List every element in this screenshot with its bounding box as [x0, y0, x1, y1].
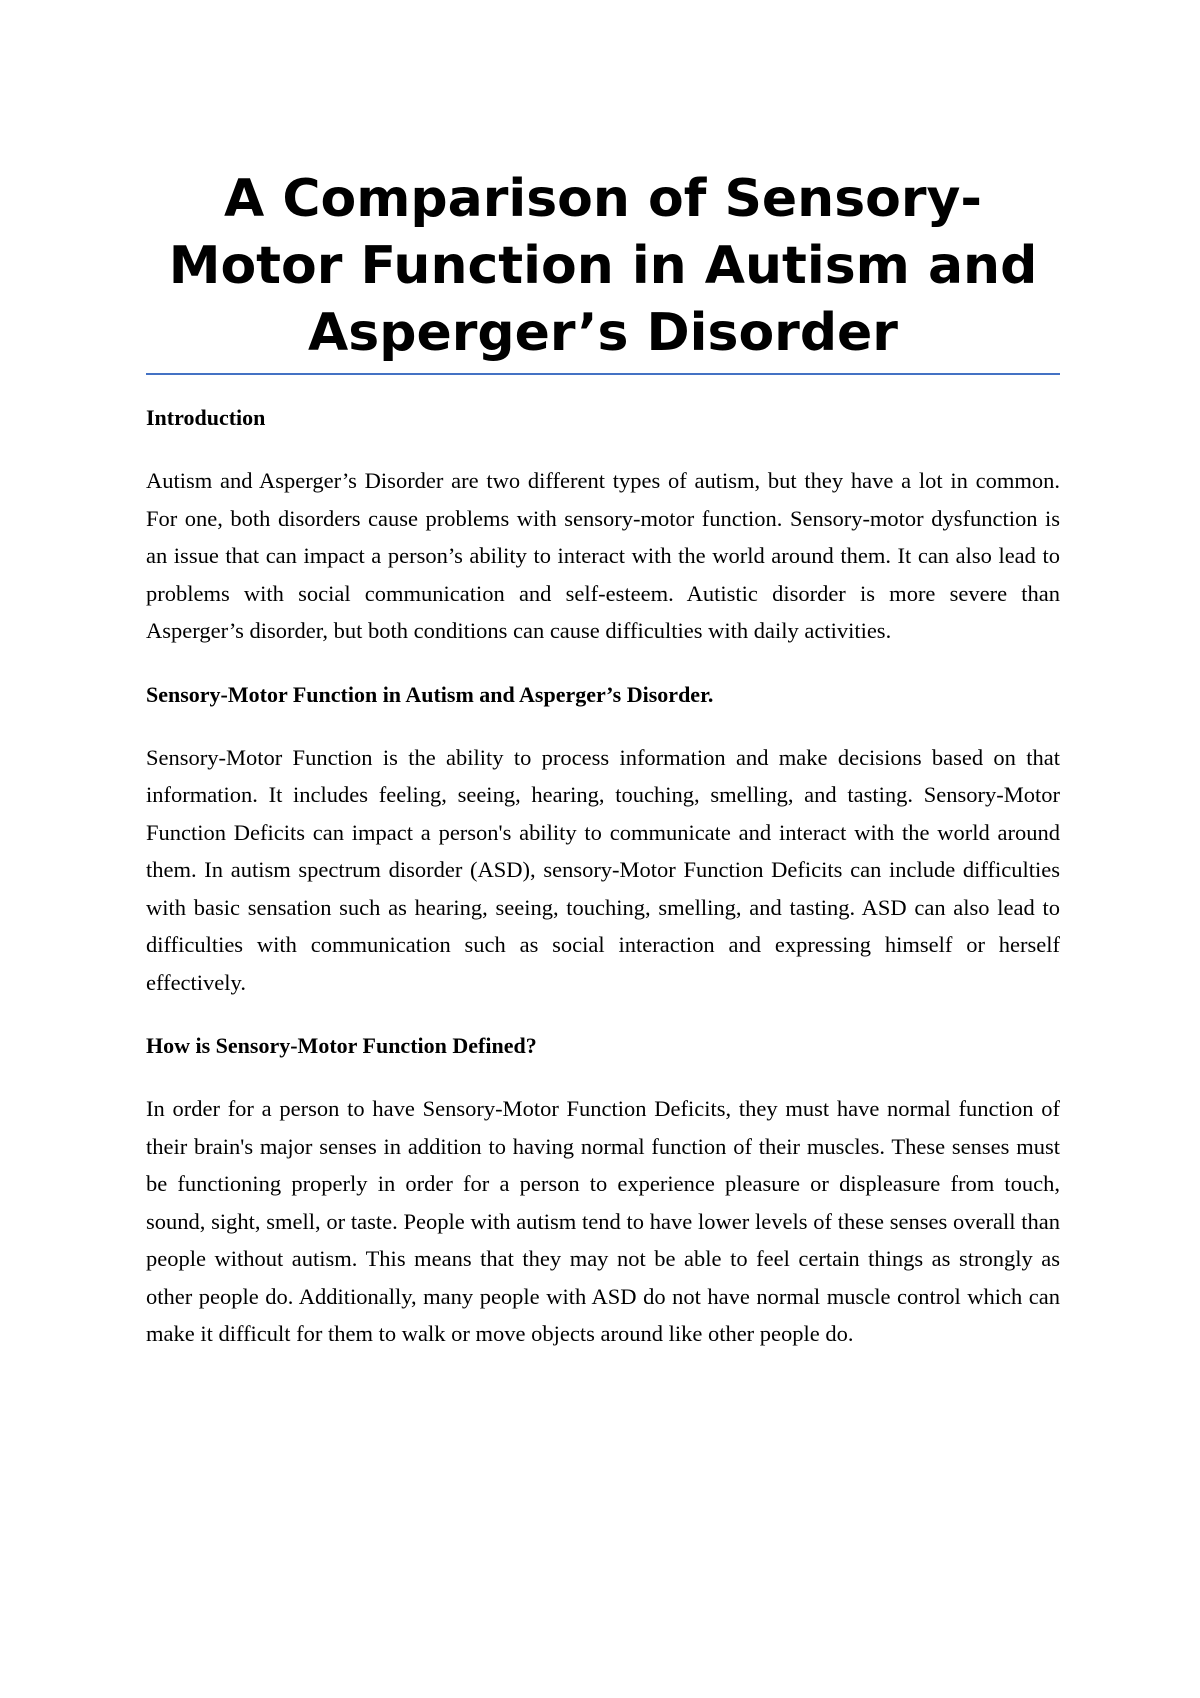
section-heading-definition: How is Sensory-Motor Function Defined?	[146, 1033, 537, 1058]
section-paragraph-definition: In order for a person to have Sensory-Motor Function Deficits, they must have normal function of their brain's major senses in addition to having normal function of their muscles. These senses must be functioning properly in order for a person to experience pleasure or displeasure from touch, sound, sight, smell, or taste. People with autism tend to have lower levels of these senses overall than people without autism. This means that they may not be able to feel certain things as strongly as other people do. Additionally, many people with ASD do not have normal muscle control which can make it difficult for them to walk or move objects around like other people do.	[146, 1096, 1060, 1346]
section-paragraph-sensory-motor-function: Sensory-Motor Function is the ability to process information and make decisions based on that information. It includes feeling, seeing, hearing, touching, smelling, and tasting. Sensory-Motor Function Deficits can impact a person's ability to communicate and interact with the world around them. In autism spectrum disorder (ASD), sensory-Motor Function Deficits can include difficulties with basic sensation such as hearing, seeing, touching, smelling, and tasting. ASD can also lead to difficulties with communication such as social interaction and expressing himself or herself effectively.	[146, 744, 1060, 995]
section-paragraph-introduction: Autism and Asperger’s Disorder are two different types of autism, but they have a lot in common. For one, both disorders cause problems with sensory-motor function. Sensory-motor dysfunction is an issue that can impact a person’s ability to interact with the world around them. It can also lead to problems with social communication and self-esteem. Autistic disorder is more severe than Asperger’s disorder, but both conditions can cause difficulties with daily activities.	[146, 468, 1060, 643]
document-title: A Comparison of Sensory-Motor Function in Autism and Asperger’s Disorder	[146, 166, 1060, 375]
section-heading-sensory-motor-function: Sensory-Motor Function in Autism and Asperger’s Disorder.	[146, 681, 714, 707]
section-heading-introduction: Introduction	[146, 405, 266, 430]
document-page	[146, 0, 1060, 1353]
